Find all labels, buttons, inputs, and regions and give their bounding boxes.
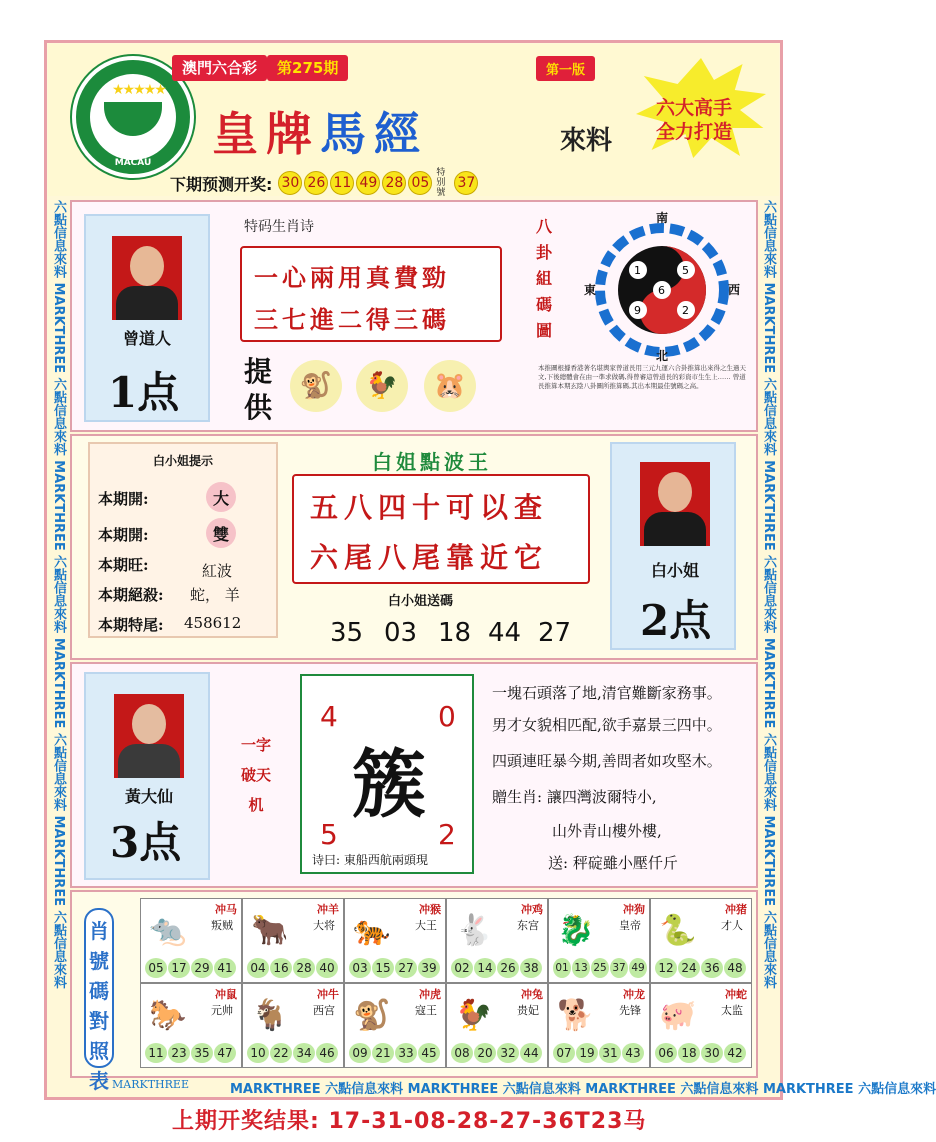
zodiac-numbers: [145, 1043, 236, 1063]
lottery-name: 澳門六合彩: [172, 55, 267, 81]
character-puzzle: [300, 674, 474, 874]
zodiac-number-ball: 18: [678, 1043, 700, 1063]
zodiac-numbers: [349, 1043, 440, 1063]
points-label: 2点: [640, 596, 712, 645]
zodiac-clash: 冲猪: [725, 903, 747, 916]
zodiac-number-ball: 01: [553, 958, 571, 978]
zodiac-number-ball: 09: [349, 1043, 371, 1063]
direction-east: 東: [584, 283, 597, 297]
bottom-strip-left: MARKTHREE: [112, 1078, 189, 1091]
zodiac-title: 才人: [721, 919, 743, 932]
zodiac-numbers: [247, 958, 338, 978]
zodiac-number-ball: 22: [270, 1043, 292, 1063]
zodiac-number-ball: 29: [191, 958, 213, 978]
direction-west: 西: [728, 283, 741, 297]
zodiac-number-ball: 35: [191, 1043, 213, 1063]
hamster-icon: 🐹: [424, 360, 476, 412]
zodiac-title: 东宫: [517, 919, 539, 932]
zodiac-cell: [344, 983, 446, 1068]
zodiac-number-ball: 38: [520, 958, 542, 978]
zodiac-numbers: [451, 958, 542, 978]
zodiac-number-ball: 19: [576, 1043, 598, 1063]
hint-value: 蛇， 羊: [190, 586, 240, 604]
zodiac-cell: [140, 983, 242, 1068]
poem-line: 三七進二得三碼: [254, 305, 450, 334]
source-label: 來料: [560, 126, 613, 156]
verse-line: 贈生肖: 讓四灣波爾特小,: [492, 788, 657, 806]
bagua-number: 6: [658, 284, 665, 297]
zodiac-title: 西宫: [313, 1004, 335, 1017]
zodiac-title: 元帅: [211, 1004, 233, 1017]
verse-line: 四頭連旺暴今期,善問者如攻堅木。: [492, 752, 722, 770]
puzzle-poem: 诗曰: 東船西航兩頭現: [312, 853, 428, 867]
hint-box: [88, 442, 278, 638]
special-label: 特别號: [436, 168, 446, 198]
zodiac-number-ball: 40: [316, 958, 338, 978]
hint-label: 本期開:: [98, 490, 149, 508]
verse-line: 送: 秤碇雖小壓仟斤: [548, 854, 678, 872]
zodiac-title: 太监: [721, 1004, 743, 1017]
side-strip-right: 六點信息來料 MARKTHREE 六點信息來料 MARKTHREE 六點信息來料 MARKTHREE 六點信息來料 MARKTHREE 六點信息來料: [761, 200, 776, 989]
zodiac-number-ball: 25: [591, 958, 609, 978]
section-subtitle: 特码生肖诗: [244, 219, 314, 235]
zodiac-number-ball: 03: [349, 958, 371, 978]
zodiac-number-ball: 37: [610, 958, 628, 978]
corner-number: 2: [438, 818, 456, 851]
puzzle-character: 簇: [352, 742, 426, 828]
macau-emblem-icon: ★★★★★ MACAU: [72, 56, 194, 178]
zodiac-clash: 冲鸡: [521, 903, 543, 916]
prediction-ball: 28: [382, 171, 406, 195]
zodiac-grid: [140, 898, 752, 1068]
master-name: 白小姐: [650, 561, 699, 580]
direction-south: 南: [656, 211, 669, 225]
zodiac-clash: 冲狗: [623, 903, 645, 916]
master-name: 曾道人: [122, 329, 171, 348]
zodiac-number-ball: 30: [701, 1043, 723, 1063]
zodiac-number-ball: 08: [451, 1043, 473, 1063]
zodiac-cell: [650, 898, 752, 983]
avatar: [640, 462, 710, 546]
zodiac-title: 大将: [313, 919, 335, 932]
avatar: [112, 236, 182, 320]
rooster-icon: 🐓: [356, 360, 408, 412]
prediction-label: 下期预测开奖:: [170, 174, 273, 194]
zodiac-numbers: [247, 1043, 338, 1063]
zodiac-cell: [446, 983, 548, 1068]
zodiac-numbers: [655, 958, 746, 978]
zodiac-number-ball: 44: [520, 1043, 542, 1063]
zodiac-numbers: [349, 958, 440, 978]
master-name: 黃大仙: [124, 787, 173, 806]
zodiac-animal-icon: 🐂: [251, 913, 289, 948]
zodiac-title: 贵妃: [517, 1004, 539, 1017]
zodiac-number-ball: 20: [474, 1043, 496, 1063]
zodiac-numbers: [553, 1043, 644, 1063]
zodiac-cell: [242, 983, 344, 1068]
zodiac-clash: 冲猴: [419, 903, 441, 916]
zodiac-number-ball: 11: [145, 1043, 167, 1063]
zodiac-cell: [140, 898, 242, 983]
poem-line: 五八四十可以查: [310, 491, 549, 524]
zodiac-number-ball: 49: [629, 958, 647, 978]
verse-line: 山外青山樓外樓,: [552, 822, 662, 840]
zodiac-number-ball: 42: [724, 1043, 746, 1063]
zodiac-number-ball: 17: [168, 958, 190, 978]
avatar: [114, 694, 184, 778]
zodiac-number-ball: 26: [497, 958, 519, 978]
zodiac-number-ball: 10: [247, 1043, 269, 1063]
issue-tag: [172, 55, 348, 81]
send-label: 白小姐送碼: [388, 594, 454, 609]
bagua-number: 2: [682, 304, 689, 317]
side-strip-left: 六點信息來料 MARKTHREE 六點信息來料 MARKTHREE 六點信息來料 MARKTHREE 六點信息來料 MARKTHREE 六點信息來料: [51, 200, 66, 989]
zodiac-clash: 冲鼠: [215, 988, 237, 1001]
zodiac-animal-icon: 🐎: [149, 998, 187, 1033]
hint-value: 458612: [184, 614, 242, 632]
zodiac-cell: [242, 898, 344, 983]
send-number: 18: [438, 618, 472, 648]
zodiac-title: 大王: [415, 919, 437, 932]
hint-value: 紅波: [202, 562, 233, 580]
zodiac-animal-icon: 🐍: [659, 913, 697, 948]
points-label: 3点: [110, 818, 182, 867]
zodiac-clash: 冲羊: [317, 903, 339, 916]
zodiac-number-ball: 41: [214, 958, 236, 978]
zodiac-animal-icon: 🐒: [353, 998, 391, 1033]
hint-value: 雙: [206, 518, 236, 548]
zodiac-animal-icon: 🐐: [251, 998, 289, 1033]
zodiac-animal-icon: 🐇: [455, 913, 493, 948]
corner-number: 5: [320, 818, 338, 851]
zodiac-clash: 冲兔: [521, 988, 543, 1001]
monkey-icon: 🐒: [290, 360, 342, 412]
zodiac-number-ball: 31: [599, 1043, 621, 1063]
slogan: 六大高手 全力打造: [656, 97, 733, 143]
zodiac-number-ball: 34: [293, 1043, 315, 1063]
provide-label: 提供: [244, 355, 273, 424]
direction-north: 北: [656, 349, 669, 363]
zodiac-number-ball: 48: [724, 958, 746, 978]
zodiac-cell: [548, 983, 650, 1068]
zodiac-number-ball: 06: [655, 1043, 677, 1063]
send-number: 35: [330, 618, 364, 648]
zodiac-number-ball: 04: [247, 958, 269, 978]
poem-line: 一心兩用真費勁: [254, 263, 450, 292]
zodiac-numbers: [553, 958, 647, 978]
zodiac-animal-icon: 🐉: [557, 913, 595, 948]
zodiac-number-ball: 07: [553, 1043, 575, 1063]
section-title: 白姐點波王: [372, 450, 492, 474]
zodiac-numbers: [655, 1043, 746, 1063]
zodiac-animal-icon: 🐓: [455, 998, 493, 1033]
zodiac-clash: 冲牛: [317, 988, 339, 1001]
prediction-ball: 26: [304, 171, 328, 195]
zodiac-cell: [446, 898, 548, 983]
send-number: 27: [538, 618, 572, 648]
zodiac-title: 叛贼: [211, 919, 233, 932]
side-label: 一字破天机: [240, 736, 271, 814]
zodiac-title: 皇帝: [619, 919, 641, 932]
hint-label: 本期特尾:: [98, 616, 164, 634]
poem-box: [240, 246, 502, 342]
zodiac-number-ball: 45: [418, 1043, 440, 1063]
zodiac-number-ball: 43: [622, 1043, 644, 1063]
zodiac-numbers: [145, 958, 236, 978]
zodiac-animal-icon: 🐖: [659, 998, 697, 1033]
bagua-diagram: [584, 210, 741, 363]
bagua-number: 9: [634, 304, 641, 317]
zodiac-clash: 冲龙: [623, 988, 645, 1001]
zodiac-number-ball: 23: [168, 1043, 190, 1063]
zodiac-number-ball: 15: [372, 958, 394, 978]
bagua-note: 本推圖根據香港著名堪輿家曾道長用三元九運六合卦推算出來得之生過天文,下後總體會在由一準求做碼,得曾審這曾道長的彩資市生生上…… 曾道長推算本期玄陰八卦圖所推算碼,其出本期最佳號碼之高。: [538, 364, 746, 390]
hint-label: 本期絕殺:: [98, 586, 164, 604]
zodiac-cell: [650, 983, 752, 1068]
zodiac-number-ball: 47: [214, 1043, 236, 1063]
zodiac-number-ball: 13: [572, 958, 590, 978]
zodiac-clash: 冲蛇: [725, 988, 747, 1001]
zodiac-number-ball: 02: [451, 958, 473, 978]
zodiac-animal-icon: 🐅: [353, 913, 391, 948]
bagua-number: 5: [682, 264, 689, 277]
zodiac-number-ball: 33: [395, 1043, 417, 1063]
zodiac-number-ball: 46: [316, 1043, 338, 1063]
hint-title: 白小姐提示: [152, 454, 213, 468]
zodiac-number-ball: 14: [474, 958, 496, 978]
prediction-ball: 05: [408, 171, 432, 195]
zodiac-numbers: [451, 1043, 542, 1063]
last-result: 上期开奖结果: 17-31-08-28-27-36T23马: [172, 1109, 647, 1134]
zodiac-animal-icon: 🐕: [557, 998, 595, 1033]
bottom-strip: MARKTHREE 六點信息來料 MARKTHREE 六點信息來料 MARKTHREE 六點信息來料 MARKTHREE 六點信息來料: [230, 1082, 936, 1097]
zodiac-number-ball: 36: [701, 958, 723, 978]
hint-label: 本期開:: [98, 526, 149, 544]
zodiac-clash: 冲马: [215, 903, 237, 916]
hint-label: 本期旺:: [98, 556, 149, 574]
zodiac-number-ball: 12: [655, 958, 677, 978]
zodiac-clash: 冲虎: [419, 988, 441, 1001]
prediction-ball: 11: [330, 171, 354, 195]
zodiac-number-ball: 21: [372, 1043, 394, 1063]
page-title: 皇牌馬經: [212, 107, 428, 161]
points-label: 1点: [108, 368, 180, 417]
zodiac-title: 先锋: [619, 1004, 641, 1017]
zodiac-number-ball: 24: [678, 958, 700, 978]
zodiac-side-title: 肖號碼對照表: [84, 908, 114, 1068]
corner-number: 4: [320, 700, 338, 733]
zodiac-title: 寇王: [415, 1004, 437, 1017]
poem-box: [292, 474, 590, 584]
prediction-ball: 49: [356, 171, 380, 195]
send-number: 03: [384, 618, 418, 648]
edition-badge: 第一版: [536, 56, 595, 81]
verse-line: 男才女貌相匹配,欲手嘉景三四中。: [492, 716, 722, 734]
zodiac-number-ball: 16: [270, 958, 292, 978]
zodiac-cell: [548, 898, 650, 983]
zodiac-number-ball: 05: [145, 958, 167, 978]
corner-number: 0: [438, 700, 456, 733]
prediction-row: [170, 168, 478, 198]
zodiac-number-ball: 27: [395, 958, 417, 978]
verse-line: 一塊石頭落了地,清官難斷家務事。: [492, 684, 722, 702]
issue-number: 第275期: [267, 55, 348, 81]
send-number: 44: [488, 618, 522, 648]
zodiac-cell: [344, 898, 446, 983]
prediction-ball: 30: [278, 171, 302, 195]
zodiac-number-ball: 32: [497, 1043, 519, 1063]
zodiac-animal-icon: 🐀: [149, 913, 187, 948]
special-ball: 37: [454, 171, 478, 195]
bagua-title: 八卦組碼圖: [536, 217, 553, 340]
zodiac-number-ball: 28: [293, 958, 315, 978]
bagua-number: 1: [634, 264, 641, 277]
zodiac-number-ball: 39: [418, 958, 440, 978]
poem-line: 六尾八尾靠近它: [310, 541, 549, 574]
hint-value: 大: [206, 482, 236, 512]
